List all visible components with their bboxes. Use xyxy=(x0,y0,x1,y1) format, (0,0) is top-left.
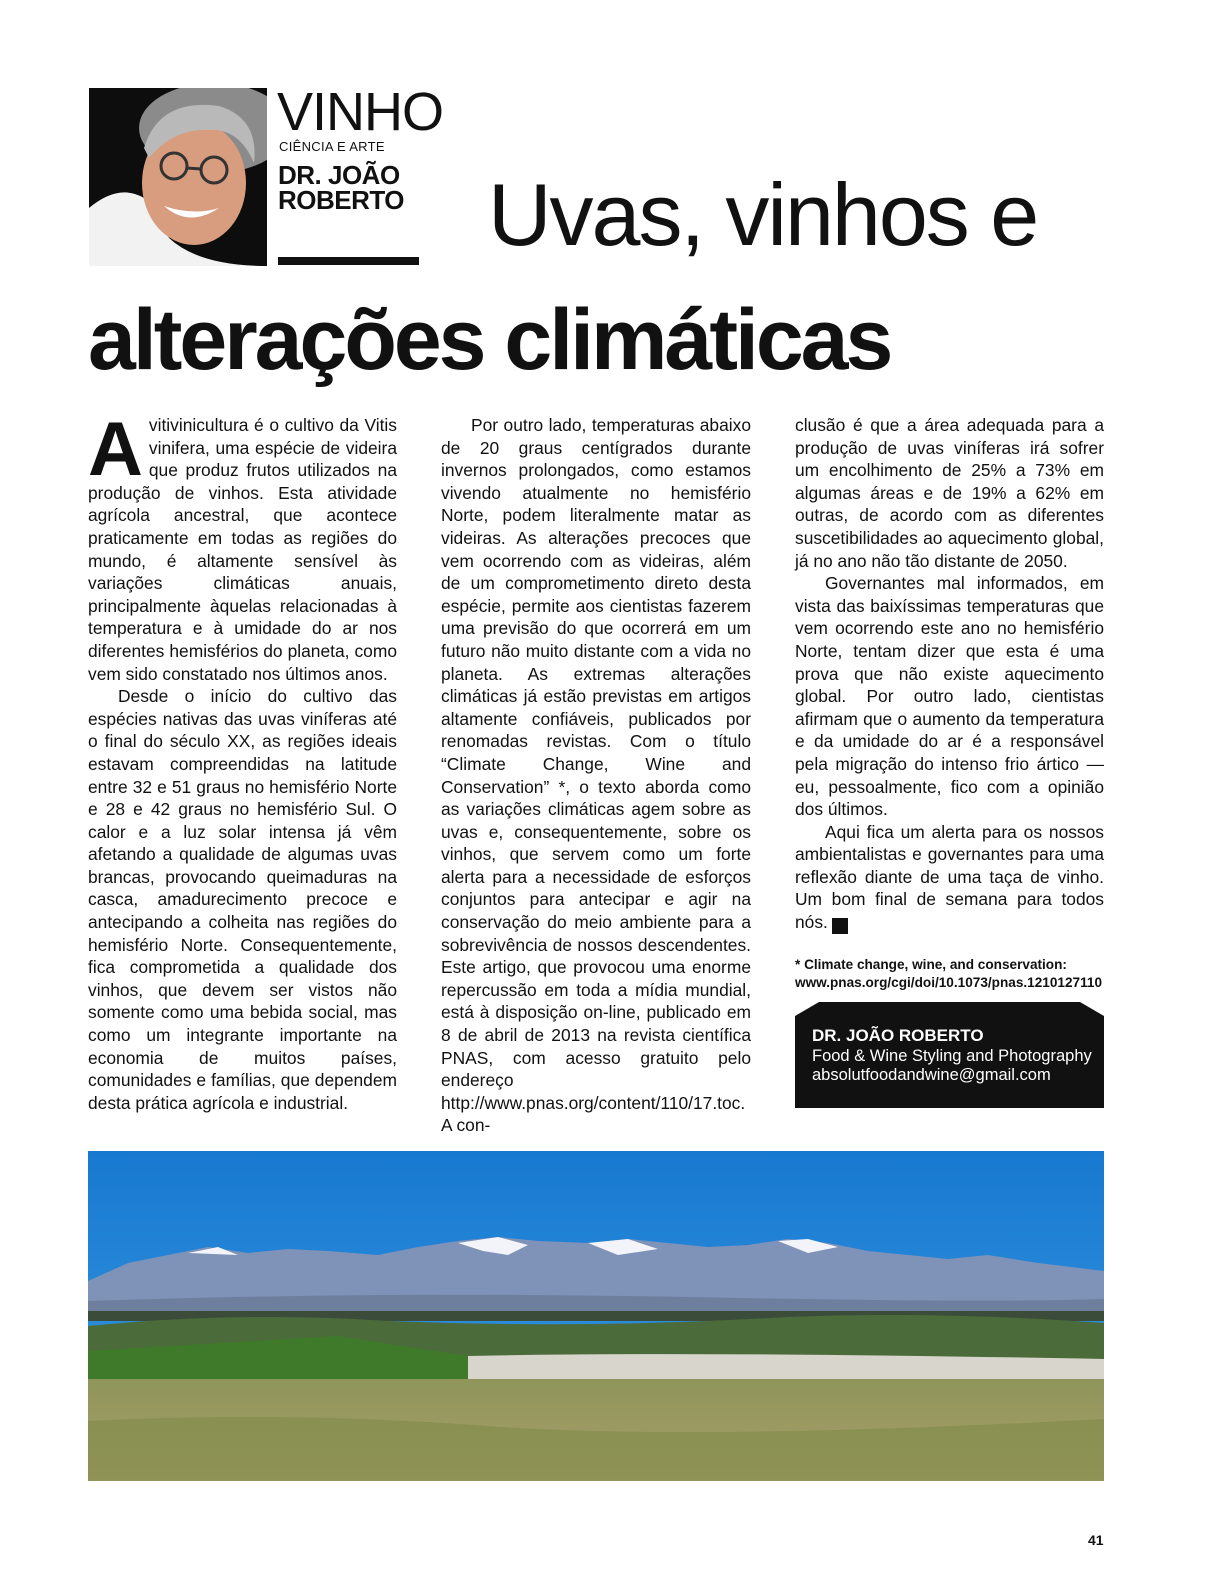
paragraph xyxy=(795,821,1104,934)
headline-line-2: alterações climáticas xyxy=(88,292,891,388)
paragraph: Por outro lado, temperaturas abaixo de 20 graus centígrados durante invernos prolongados, como estamos vivendo atualmente no hemisfério Norte, podem literalmente matar as videiras. As alterações precoces que vem ocorrendo com as videiras, além de um comprometimento direto desta espécie, permite aos cientistas fazerem uma previsão do que ocorrerá em um futuro não muito distante com a vida no planeta. As extremas alterações climáticas já estão previstas em artigos altamente confiáveis, publicados por renomadas revistas. Com o título “Climate Change, Wine and Conservation” *, o texto aborda como as variações climáticas agem sobre as uvas e, consequentemente, sobre os vinhos, que servem como um forte alerta para a necessidade de esforços conjuntos para antecipar e agir na conservação do meio ambiente para a sobrevivência de nossos descendentes. Este artigo, que provocou uma enorme repercussão em toda a mídia mundial, está à disposição on-line, publicado em 8 de abril de 2013 na revista científica PNAS, com acesso gratuito pelo endereço http://www.pnas.org/content/110/17.toc. A con- xyxy=(441,415,751,1136)
section-title: VINHO xyxy=(277,82,444,142)
author-box-name: DR. JOÃO ROBERTO xyxy=(812,1026,984,1045)
vineyard-landscape-photo xyxy=(88,1151,1104,1481)
article-column-3 xyxy=(795,414,1104,934)
footnote xyxy=(795,956,1107,992)
article-column-1 xyxy=(88,407,397,1114)
author-box-notch xyxy=(795,1002,819,1016)
paragraph-text: vitivinicultura é o cultivo da Vitis vinifera, uma espécie de videira que produz frutos utilizados na produção de vinhos. Esta atividade agrícola ancestral, que acontece praticamente em todas as regiões do mundo, é altamente sensível às variações climáticas anuais, principalmente àquelas relacionadas à temperatura e à umidade do ar nos diferentes hemisférios do planeta, como vem sido constatado nos últimos anos. xyxy=(88,415,397,684)
headline-line-1: Uvas, vinhos e xyxy=(488,165,1038,264)
columnist-name xyxy=(278,160,405,215)
paragraph: Governantes mal informados, em vista das baixíssimas temperaturas que vem ocorrendo este ano no hemisfério Norte, tentam dizer que esta é uma prova que não existe aquecimento global. Por outro lado, cientistas afirmam que o aumento da temperatura e da umidade do ar é a responsável pela migração do intenso frio ártico — eu, pessoalmente, fico com a opinião dos últimos. xyxy=(795,573,1104,820)
header-rule xyxy=(278,257,419,265)
columnist-name-line-1: DR. JOÃO xyxy=(278,160,400,190)
paragraph: clusão é que a área adequada para a produção de uvas viníferas irá sofrer um encolhimento de 25% a 73% em algumas áreas e de 19% a 62% em outras, de acordo com as diferentes suscetibilidades ao aquecimento global, já no ano não tão distante de 2050. xyxy=(795,415,1104,571)
author-box-role: Food & Wine Styling and Photography xyxy=(812,1047,1092,1065)
end-mark-icon: r xyxy=(832,918,848,934)
footnote-title: * Climate change, wine, and conservation: xyxy=(795,957,1067,972)
author-box-notch xyxy=(1080,1002,1104,1016)
author-box-email[interactable]: absolutfoodandwine@gmail.com xyxy=(812,1066,1051,1084)
drop-cap: A xyxy=(88,407,143,492)
paragraph-text: Aqui fica um alerta para os nossos ambientalistas e governantes para uma reflexão diante de uma taça de vinho. Um bom final de semana para todos nós. xyxy=(795,821,1104,933)
columnist-name-line-2: ROBERTO xyxy=(278,185,405,215)
author-portrait xyxy=(89,88,267,266)
article-column-2 xyxy=(441,414,751,1137)
section-subtitle: CIÊNCIA E ARTE xyxy=(279,139,385,154)
paragraph: Desde o início do cultivo das espécies nativas das uvas viníferas até o final do século XX, as regiões ideais estavam compreendidas na latitude entre 32 e 51 graus no hemisfério Norte e 28 e 42 graus no hemisfério Sul. O calor e a luz solar intensa já vêm afetando a qualidade de algumas uvas brancas, provocando queimaduras na casca, amadurecimento precoce e antecipando a colheita nas regiões do hemisfério Norte. Consequentemente, fica comprometida a qualidade dos vinhos, que devem ser vistos não somente como uma bebida social, mas como um integrante importante na economia de muitos países, comunidades e famílias, que dependem desta prática agrícola e industrial. xyxy=(88,686,397,1113)
page-number: 41 xyxy=(1088,1532,1104,1548)
paragraph xyxy=(88,407,397,685)
footnote-link[interactable]: www.pnas.org/cgi/doi/10.1073/pnas.1210127110 xyxy=(795,975,1103,990)
